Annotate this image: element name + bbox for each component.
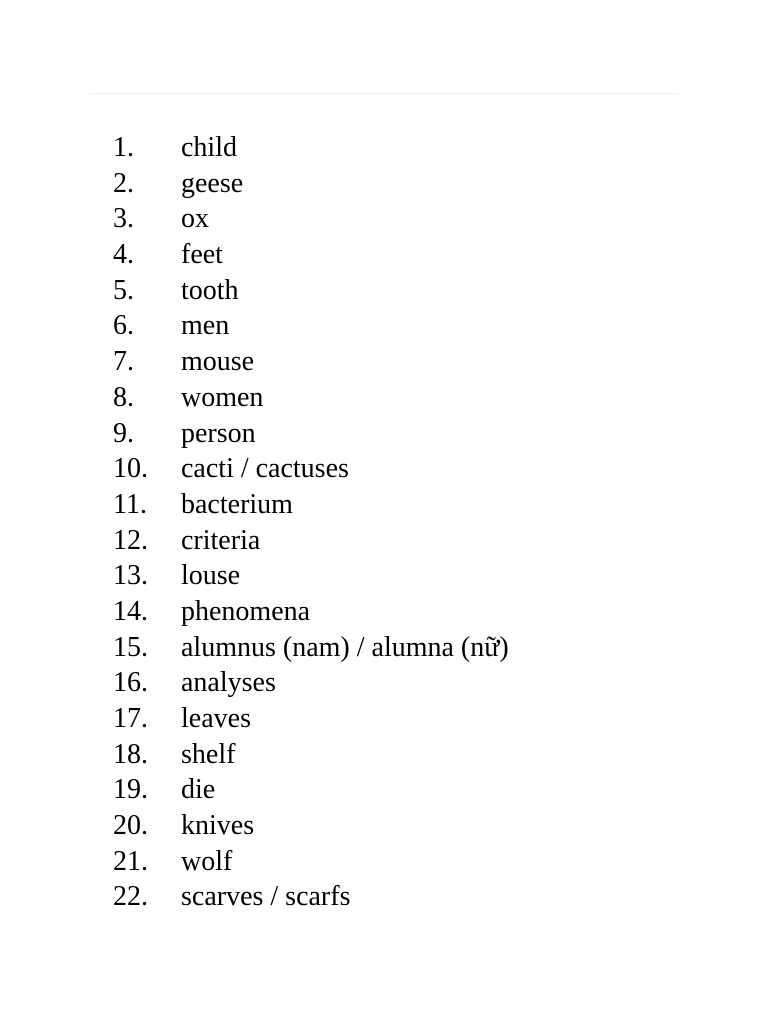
item-text: bacterium — [181, 488, 293, 520]
item-number: 19. — [113, 774, 148, 806]
list-item — [113, 451, 509, 487]
item-number: 4. — [113, 239, 134, 271]
list-item — [113, 558, 509, 594]
answer-list — [113, 130, 509, 915]
item-text: mouse — [181, 346, 255, 378]
list-item — [113, 201, 509, 237]
list-item — [113, 808, 509, 844]
item-text: criteria — [181, 524, 261, 556]
item-text: scarves / scarfs — [181, 881, 351, 913]
item-text: child — [181, 132, 237, 163]
list-item — [113, 166, 509, 202]
item-text: louse — [181, 560, 241, 592]
item-text: phenomena — [181, 595, 311, 627]
item-number: 17. — [113, 703, 148, 734]
item-number: 3. — [113, 203, 134, 235]
item-number: 15. — [113, 631, 148, 663]
item-number: 10. — [113, 453, 148, 485]
item-text: wolf — [181, 845, 233, 877]
item-text: die — [181, 774, 216, 806]
item-text: analyses — [181, 667, 276, 699]
item-number: 21. — [113, 845, 148, 877]
list-item — [113, 772, 509, 808]
item-text: leaves — [181, 703, 251, 734]
list-item — [113, 237, 509, 273]
list-item — [113, 737, 509, 773]
item-text: cacti / cactuses — [181, 453, 349, 485]
item-text: geese — [181, 167, 244, 199]
item-number: 6. — [113, 310, 134, 342]
list-item — [113, 701, 509, 737]
list-item — [113, 879, 509, 915]
item-number: 11. — [113, 488, 147, 520]
list-item — [113, 630, 509, 666]
list-item — [113, 594, 509, 630]
item-number: 12. — [113, 524, 148, 556]
item-text: knives — [181, 810, 255, 842]
item-number: 14. — [113, 595, 148, 627]
item-number: 2. — [113, 167, 134, 199]
list-item — [113, 308, 509, 344]
item-number: 18. — [113, 738, 148, 770]
list-item — [113, 665, 509, 701]
list-item — [113, 523, 509, 559]
item-number: 22. — [113, 881, 148, 913]
item-number: 13. — [113, 560, 148, 592]
item-number: 8. — [113, 381, 134, 413]
item-text: tooth — [181, 274, 239, 306]
list-item — [113, 487, 509, 523]
list-item — [113, 416, 509, 452]
item-text: women — [181, 381, 264, 413]
list-item — [113, 344, 509, 380]
list-item — [113, 380, 509, 416]
item-number: 9. — [113, 417, 134, 449]
top-divider — [90, 93, 678, 94]
item-number: 1. — [113, 132, 134, 163]
item-number: 7. — [113, 346, 134, 378]
item-text: shelf — [181, 738, 236, 770]
list-item — [113, 844, 509, 880]
list-item — [113, 273, 509, 309]
item-number: 20. — [113, 810, 148, 842]
item-number: 16. — [113, 667, 148, 699]
item-text: person — [181, 417, 256, 449]
item-text: men — [181, 310, 230, 342]
item-text: alumnus (nam) / alumna (nữ) — [181, 631, 509, 663]
list-item — [113, 130, 509, 166]
item-text: feet — [181, 239, 223, 271]
item-number: 5. — [113, 274, 134, 306]
item-text: ox — [181, 203, 209, 235]
